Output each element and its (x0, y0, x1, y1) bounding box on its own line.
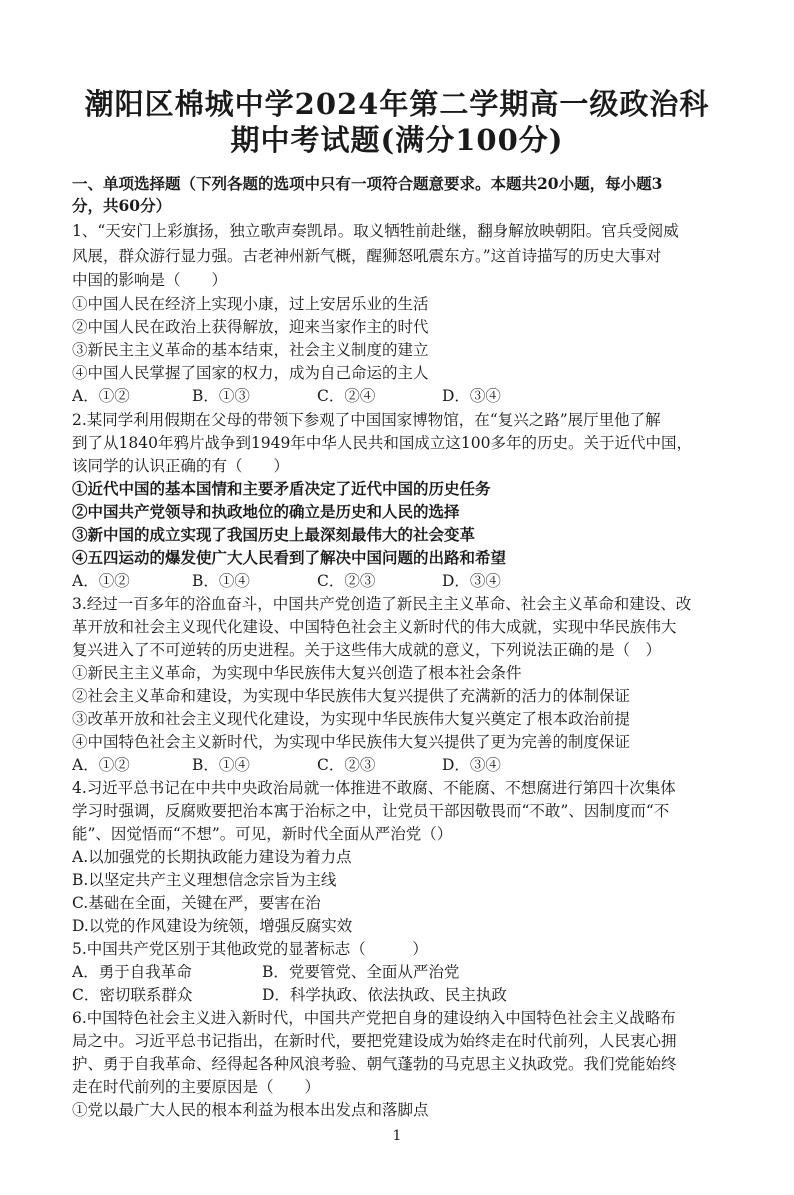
option-b: B．党要管党、全面从严治党 (262, 963, 460, 981)
option-c: C．②③ (317, 756, 376, 774)
option-d: D．③④ (442, 387, 501, 405)
section-heading: 一、单项选择题（下列各题的选项中只有一项符合题意要求。本题共20小题，每小题3 (72, 174, 663, 193)
option-a: A．①② (72, 387, 130, 405)
question-6-item: ①党以最广大人民的根本利益为根本出发点和落脚点 (72, 1101, 429, 1119)
question-2-stem: 该同学的认识正确的有（ ） (72, 457, 290, 475)
question-6-stem: 6.中国特色社会主义进入新时代，中国共产党把自身的建设纳入中国特色社会主义战略布 (72, 1009, 676, 1027)
option-c: C．密切联系群众 (72, 986, 193, 1004)
question-3-stem: 复兴进入了不可逆转的历史进程。关于这些伟大成就的意义，下列说法正确的是（ ） (72, 641, 662, 659)
question-1-item: ②中国人民在政治上获得解放，迎来当家作主的时代 (72, 318, 429, 336)
question-3-stem: 3.经过一百多年的浴血奋斗，中国共产党创造了新民主主义革命、社会主义革命和建设、改 (72, 595, 692, 613)
question-2-options (72, 569, 752, 591)
question-5-options (72, 983, 752, 1005)
question-5-stem: 5.中国共产党区别于其他政党的显著标志（ ） (72, 940, 428, 958)
question-3-stem: 革开放和社会主义现代化建设、中国特色社会主义新时代的伟大成就，实现中华民族伟大 (72, 618, 677, 636)
option-b: B．①④ (192, 756, 250, 774)
section-heading-cont: 分，共60分） (72, 196, 172, 215)
question-2-item: ③新中国的成立实现了我国历史上最深刻最伟大的社会变革 (72, 525, 476, 544)
question-3-item: ①新民主主义革命，为实现中华民族伟大复兴创造了根本社会条件 (72, 664, 522, 682)
option-d: D．③④ (442, 572, 501, 590)
question-2-item: ④五四运动的爆发使广大人民看到了解决中国问题的出路和希望 (72, 548, 507, 567)
page-number: 1 (392, 1128, 402, 1144)
question-4-option: C.基础在全面，关键在严，要害在治 (72, 894, 321, 912)
option-a: A．勇于自我革命 (72, 963, 192, 981)
option-c: C．②④ (317, 387, 376, 405)
question-2-item: ②中国共产党领导和执政地位的确立是历史和人民的选择 (72, 502, 460, 521)
question-1-item: ④中国人民掌握了国家的权力，成为自己命运的主人 (72, 364, 429, 382)
question-4-option: D.以党的作风建设为统领，增强反腐实效 (72, 917, 353, 935)
question-5-options (72, 960, 752, 982)
option-a: A．①② (72, 572, 130, 590)
question-3-item: ②社会主义革命和建设，为实现中华民族伟大复兴提供了充满新的活力的体制保证 (72, 687, 631, 705)
question-4-stem: 能”、因觉悟而“不想”。可见，新时代全面从严治党（） (72, 825, 453, 843)
question-3-options (72, 753, 752, 775)
option-b: B．①④ (192, 572, 250, 590)
question-1-stem: 1、“天安门上彩旗扬，独立歌声奏凯昂。取义牺牲前赴继，翻身解放映朝阳。官兵受阅威 (72, 222, 679, 240)
question-6-stem: 局之中。习近平总书记指出，在新时代，要把党建设成为始终走在时代前列，人民衷心拥 (72, 1032, 677, 1050)
question-4-option: B.以坚定共产主义理想信念宗旨为主线 (72, 871, 337, 889)
question-3-item: ③改革开放和社会主义现代化建设，为实现中华民族伟大复兴奠定了根本政治前提 (72, 710, 631, 728)
option-d: D．③④ (442, 756, 501, 774)
question-2-stem: 2.某同学利用假期在父母的带领下参观了中国国家博物馆，在“复兴之路”展厅里他了解 (72, 411, 661, 429)
question-2-stem: 到了从1840年鸦片战争到1949年中华人民共和国成立这100多年的历史。关于近代中国， (72, 434, 692, 452)
question-1-item: ①中国人民在经济上实现小康，过上安居乐业的生活 (72, 295, 429, 313)
question-4-option: A.以加强党的长期执政能力建设为着力点 (72, 848, 352, 866)
option-a: A．①② (72, 756, 130, 774)
question-1-stem: 风展，群众游行显力强。古老神州新气概，醒狮怒吼震东方。”这首诗描写的历史大事对 (72, 247, 662, 265)
question-6-stem: 走在时代前列的主要原因是（ ） (72, 1078, 321, 1096)
question-6-stem: 护、勇于自我革命、经得起各种风浪考验、朝气蓬勃的马克思主义执政党。我们党能始终 (72, 1055, 677, 1073)
question-4-stem: 学习时强调，反腐败要把治本寓于治标之中，让党员干部因敬畏而“不敢”、因制度而“不 (72, 802, 670, 820)
option-d: D．科学执政、依法执政、民主执政 (262, 986, 507, 1004)
question-1-stem: 中国的影响是（ ） (72, 271, 228, 289)
exam-title-line1: 潮阳区棉城中学2024年第二学期高一级政治科 (84, 87, 710, 121)
option-c: C．②③ (317, 572, 376, 590)
question-4-stem: 4.习近平总书记在中共中央政治局就一体推进不敢腐、不能腐、不想腐进行第四十次集体 (72, 779, 676, 797)
question-2-item: ①近代中国的基本国情和主要矛盾决定了近代中国的历史任务 (72, 479, 491, 498)
question-1-item: ③新民主主义革命的基本结束，社会主义制度的建立 (72, 341, 429, 359)
exam-title-line2: 期中考试题(满分100分) (230, 123, 564, 157)
question-1-options (72, 384, 752, 406)
question-3-item: ④中国特色社会主义新时代，为实现中华民族伟大复兴提供了更为完善的制度保证 (72, 733, 631, 751)
option-b: B．①③ (192, 387, 250, 405)
